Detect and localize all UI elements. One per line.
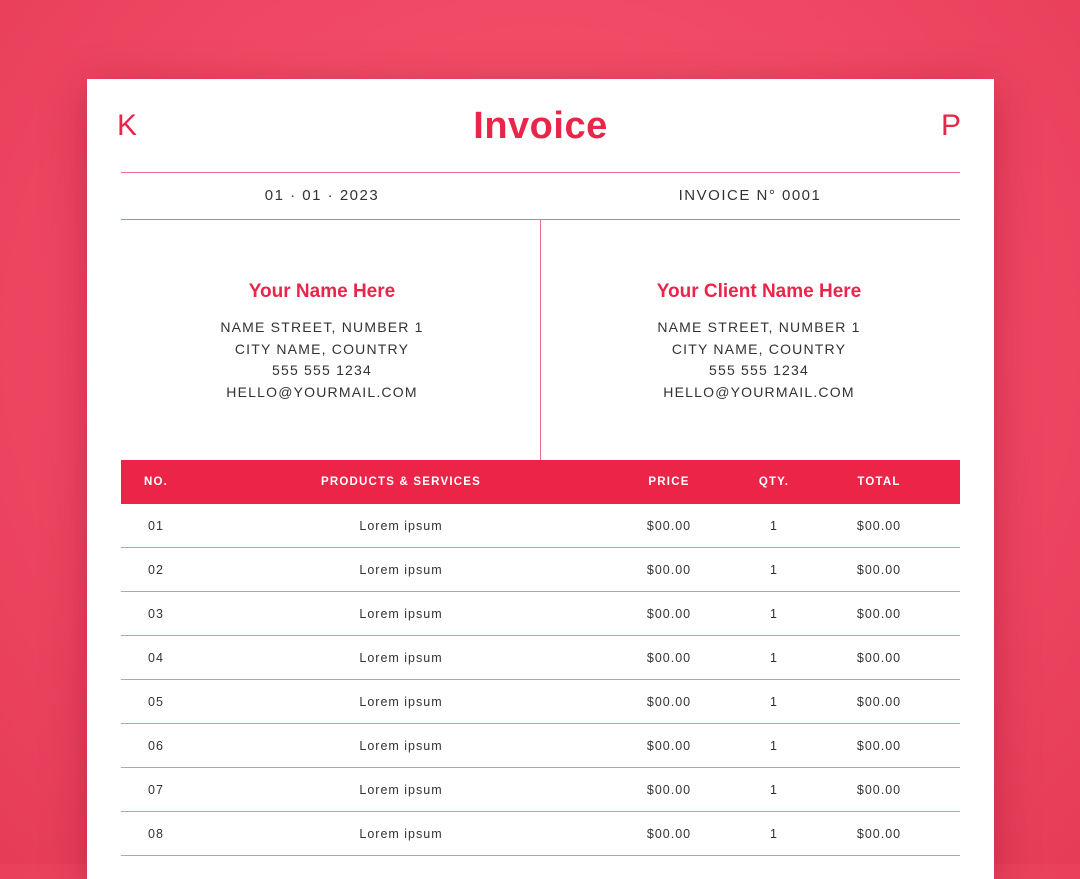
row-number: 06 (148, 738, 164, 753)
sender-email: HELLO@YOURMAIL.COM (226, 383, 418, 400)
row-qty: 1 (770, 562, 778, 577)
row-item: Lorem ipsum (359, 694, 443, 709)
row-qty: 1 (770, 518, 778, 533)
left-monogram: K (117, 109, 138, 142)
table-row (121, 724, 960, 768)
row-price: $00.00 (646, 694, 692, 709)
table-row (121, 504, 960, 548)
row-price: $00.00 (646, 738, 692, 753)
client-email: HELLO@YOURMAIL.COM (663, 383, 855, 400)
page-title: Invoice (473, 105, 608, 147)
row-number: 07 (148, 782, 164, 797)
column-header-price: PRICE (648, 476, 690, 488)
sender-city: CITY NAME, COUNTRY (234, 340, 410, 357)
client-street: NAME STREET, NUMBER 1 (657, 319, 861, 335)
sender-block (121, 281, 523, 403)
row-number: 05 (148, 694, 164, 709)
column-header-total: TOTAL (857, 476, 901, 488)
row-number: 01 (148, 518, 164, 533)
row-item: Lorem ipsum (359, 518, 443, 533)
sender-phone: 555 555 1234 (271, 362, 373, 378)
row-number: 04 (148, 650, 164, 665)
row-price: $00.00 (646, 562, 692, 577)
line-items-table (121, 460, 960, 856)
table-row (121, 680, 960, 724)
row-item: Lorem ipsum (359, 738, 443, 753)
client-name: Your Client Name Here (656, 281, 862, 302)
client-phone: 555 555 1234 (708, 362, 810, 378)
row-total: $00.00 (856, 782, 902, 797)
invoice-date: 01 · 01 · 2023 (264, 187, 380, 204)
row-total: $00.00 (856, 694, 902, 709)
column-header-no: NO. (143, 476, 169, 488)
row-price: $00.00 (646, 826, 692, 841)
row-total: $00.00 (856, 562, 902, 577)
row-price: $00.00 (646, 650, 692, 665)
column-header-qty: QTY. (758, 476, 790, 488)
row-number: 03 (148, 606, 164, 621)
table-row (121, 768, 960, 812)
row-total: $00.00 (856, 826, 902, 841)
client-city: CITY NAME, COUNTRY (671, 340, 847, 357)
client-block (540, 281, 978, 403)
table-row (121, 548, 960, 592)
table-row (121, 592, 960, 636)
row-qty: 1 (770, 782, 778, 797)
row-price: $00.00 (646, 782, 692, 797)
row-qty: 1 (770, 650, 778, 665)
row-number: 08 (148, 826, 164, 841)
top-divider (121, 172, 960, 173)
column-header-products: PRODUCTS & SERVICES (321, 476, 481, 488)
row-total: $00.00 (856, 650, 902, 665)
row-total: $00.00 (856, 606, 902, 621)
sender-street: NAME STREET, NUMBER 1 (220, 319, 424, 335)
row-total: $00.00 (856, 518, 902, 533)
row-item: Lorem ipsum (359, 562, 443, 577)
row-qty: 1 (770, 738, 778, 753)
row-price: $00.00 (646, 606, 692, 621)
row-price: $00.00 (646, 518, 692, 533)
row-qty: 1 (770, 826, 778, 841)
invoice-sheet (87, 79, 994, 879)
row-qty: 1 (770, 606, 778, 621)
row-item: Lorem ipsum (359, 782, 443, 797)
row-number: 02 (148, 562, 164, 577)
row-qty: 1 (770, 694, 778, 709)
row-total: $00.00 (856, 738, 902, 753)
right-monogram: P (940, 109, 961, 142)
row-item: Lorem ipsum (359, 606, 443, 621)
table-row (121, 636, 960, 680)
table-body (121, 504, 960, 856)
row-item: Lorem ipsum (359, 826, 443, 841)
table-header (121, 460, 960, 504)
table-row (121, 812, 960, 856)
invoice-number: INVOICE N° 0001 (678, 187, 822, 204)
sender-name: Your Name Here (248, 281, 396, 302)
row-item: Lorem ipsum (359, 650, 443, 665)
